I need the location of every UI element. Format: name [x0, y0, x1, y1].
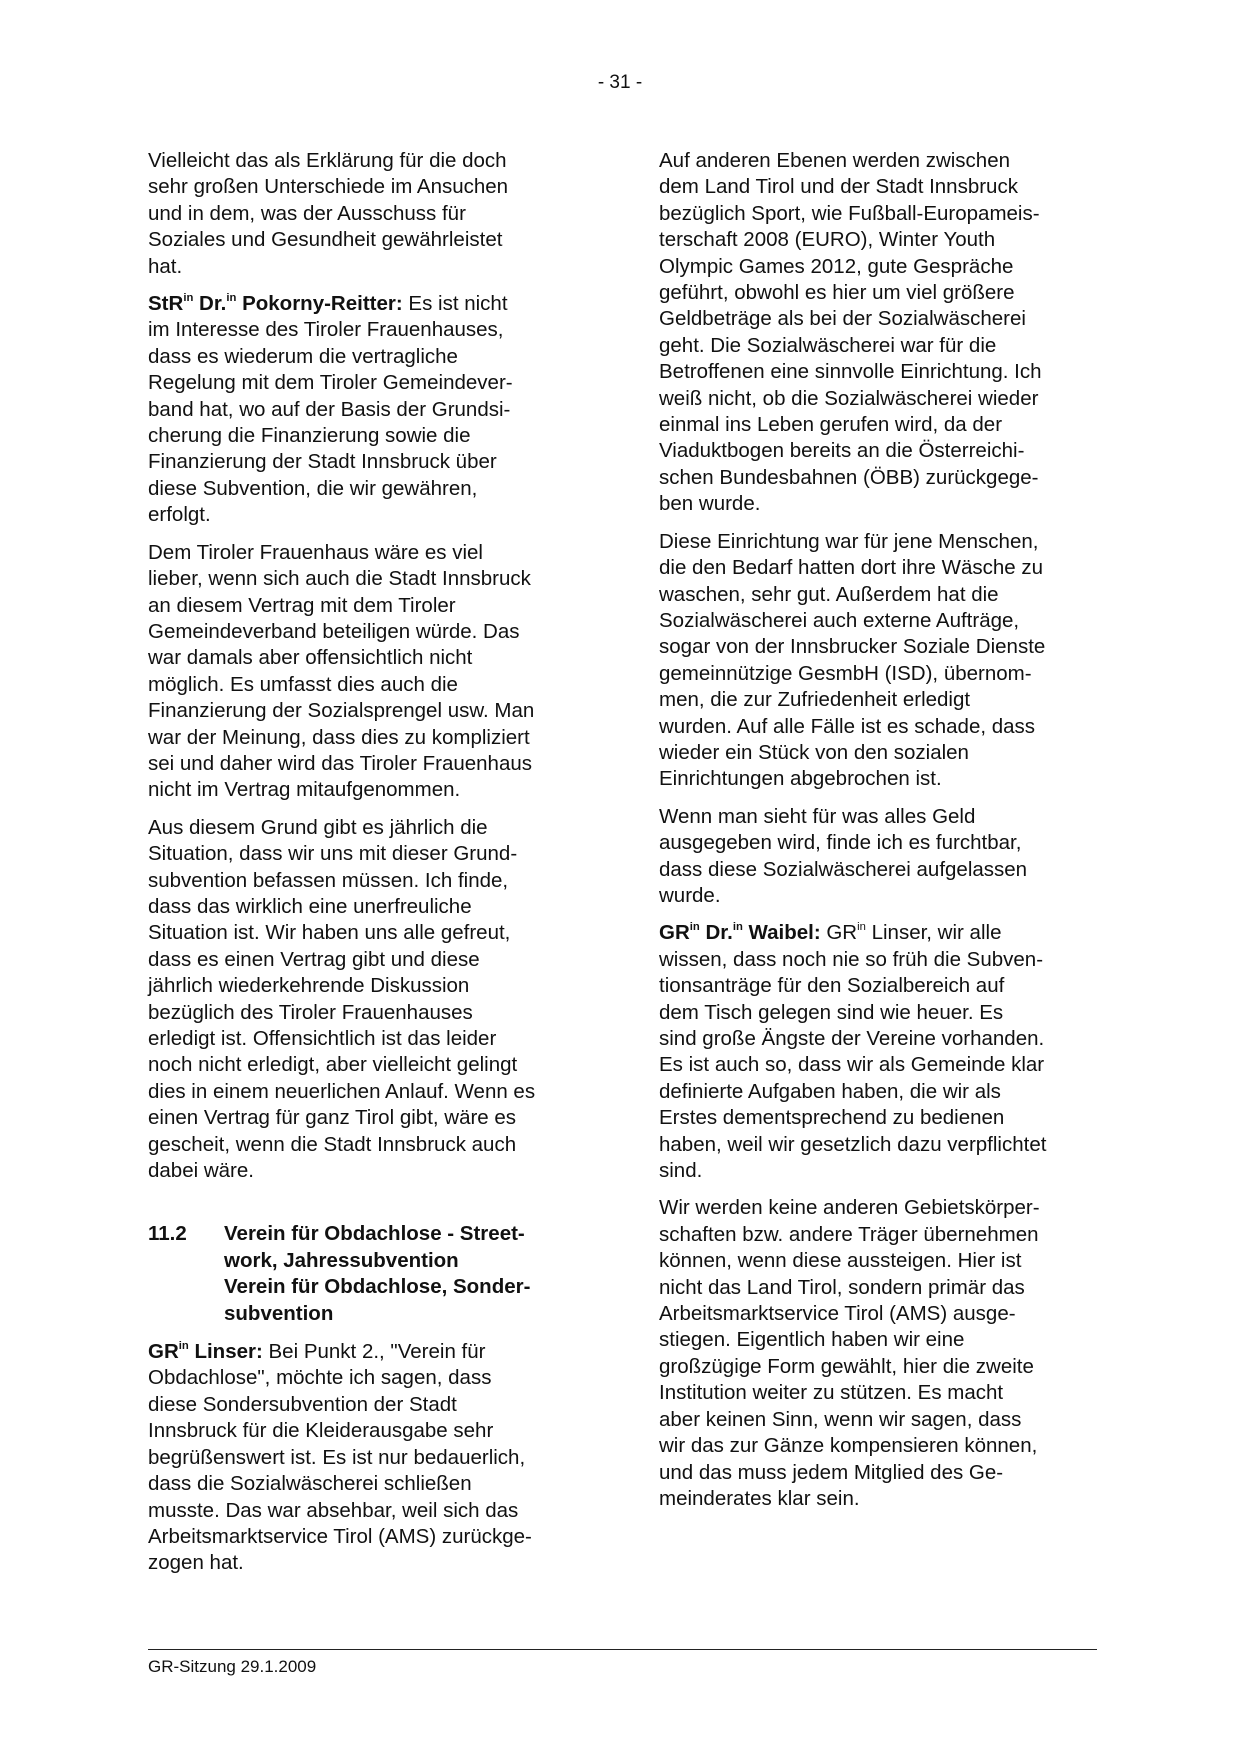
right-column — [659, 148, 1103, 1523]
paragraph: Dem Tiroler Frauenhaus wäre es viel lieber, wenn sich auch die Stadt Innsbruck an diesem Vertrag mit dem Tiroler Gemeindeverband beteiligen würde. Das war damals aber offensichtlich nicht möglich. Es umfasst dies auch die Finanzierung der Sozialsprengel usw. Man war der Meinung, dass dies zu kompliziert sei und daher wird das Tiroler Frauenhaus nicht im Vertrag mitaufgenommen. — [148, 540, 535, 802]
speech-pokorny-reitter — [148, 291, 588, 529]
section-heading — [148, 1221, 588, 1327]
footer-text: GR-Sitzung 29.1.2009 — [148, 1657, 317, 1676]
page-number: - 31 - — [597, 72, 643, 93]
speech-waibel — [659, 920, 1103, 1184]
speaker-name: $GR^{in}$ Dr.$^{in}$ Waibel: — [659, 920, 821, 945]
paragraph: Wenn man sieht für was alles Geld ausgegeben wird, finde ich es furchtbar, dass diese Sozialwäscherei aufgelassen wurde. — [659, 804, 1028, 907]
speaker-name: $GR^{in}$ Linser: — [148, 1339, 263, 1364]
paragraph: Wir werden keine anderen Gebietskörper- schaften bzw. andere Träger übernehmen können, wenn diese aussteigen. Hier ist nicht das Land Tirol, sondern primär das Arbeitsmarktservice Tirol (AMS) ausge- stiegen. Eigentlich haben wir eine großzügige Form gewählt, hier die zweite Institution weiter zu stützen. Es macht aber keinen Sinn, wenn wir sagen, dass wir das zur Gänze kompensieren können, und das muss jedem Mitglied des Ge- meinderates klar sein. — [659, 1196, 1040, 1510]
speech-linser — [148, 1339, 588, 1577]
speaker-name: StR$^{in}$ Dr.$^{in}$ Pokorny-Reitter: — [148, 291, 403, 316]
speech-text: Bei Punkt 2., "Verein für Obdachlose", möchte ich sagen, dass diese Sondersubvention der Stadt Innsbruck für die Kleiderausgabe sehr begrüßenswert ist. Es ist nur bedauerlich, dass die Sozialwäscherei schließen musste. Das war absehbar, weil sich das Arbeitsmarktservice Tirol (AMS) zurückge- zogen hat. — [148, 1340, 532, 1575]
paragraph: Aus diesem Grund gibt es jährlich die Situation, dass wir uns mit dieser Grund- subvention befassen müssen. Ich finde, dass das wirklich eine unerfreuliche Situation ist. Wir haben uns alle gefreut, dass es einen Vertrag gibt und diese jährlich wiederkehrende Diskussion bezüglich des Tiroler Frauenhauses erledigt ist. Offensichtlich ist das leider noch nicht erledigt, aber vielleicht gelingt dies in einem neuerlichen Anlauf. Wenn es einen Vertrag für ganz Tirol gibt, wäre es gescheit, wenn die Stadt Innsbruck auch dabei wäre. — [148, 815, 536, 1183]
speech-text: $GR^{in}$ Linser, wir alle wissen, dass noch nie so früh die Subven- tionsanträge für den Sozialbereich auf dem Tisch gelegen sind wie heuer. Es sind große Ängste der Vereine vorhanden. Es ist auch so, dass wir als Gemeinde klar definierte Aufgaben haben, die wir als Erstes dementsprechend zu bedienen haben, weil wir gesetzlich dazu verpflichtet sind. — [659, 920, 1047, 1183]
section-number: 11.2 — [148, 1222, 187, 1246]
footer-divider — [148, 1649, 1097, 1650]
section-title: Verein für Obdachlose - Street- work, Jahressubvention Verein für Obdachlose, Sonder- subvention — [224, 1222, 531, 1325]
paragraph: Diese Einrichtung war für jene Menschen, die den Bedarf hatten dort ihre Wäsche zu waschen, sehr gut. Außerdem hat die Sozialwäscherei auch externe Aufträge, sogar von der Innsbrucker Soziale Dienste gemeinnützige GesmbH (ISD), übernom- men, die zur Zufriedenheit erledigt wurden. Auf alle Fälle ist es schade, dass wieder ein Stück von den sozialen Einrichtungen abgebrochen ist. — [659, 529, 1046, 791]
left-column — [148, 148, 588, 1588]
paragraph: Auf anderen Ebenen werden zwischen dem Land Tirol und der Stadt Innsbruck bezüglich Sport, wie Fußball-Europameis- terschaft 2008 (EURO), Winter Youth Olympic Games 2012, gute Gespräche geführt, obwohl es hier um viel größere Geldbeträge als bei der Sozialwäscherei geht. Die Sozialwäscherei war für die Betroffenen eine sinnvolle Einrichtung. Ich weiß nicht, ob die Sozialwäscherei wieder einmal ins Leben gerufen wird, da der Viaduktbogen bereits an die Österreichi- schen Bundesbahnen (ÖBB) zurückgege- ben wurde. — [659, 149, 1042, 516]
paragraph: Vielleicht das als Erklärung für die doch sehr großen Unterschiede im Ansuchen und in dem, was der Ausschuss für Soziales und Gesundheit gewährleistet hat. — [148, 149, 509, 278]
speech-text: Es ist nicht im Interesse des Tiroler Frauenhauses, dass es wiederum die vertragliche Regelung mit dem Tiroler Gemeindever- band hat, wo auf der Basis der Grundsi- cherung die Finanzierung sowie die Finanzierung der Stadt Innsbruck über diese Subvention, die wir gewähren, erfolgt. — [148, 292, 513, 527]
